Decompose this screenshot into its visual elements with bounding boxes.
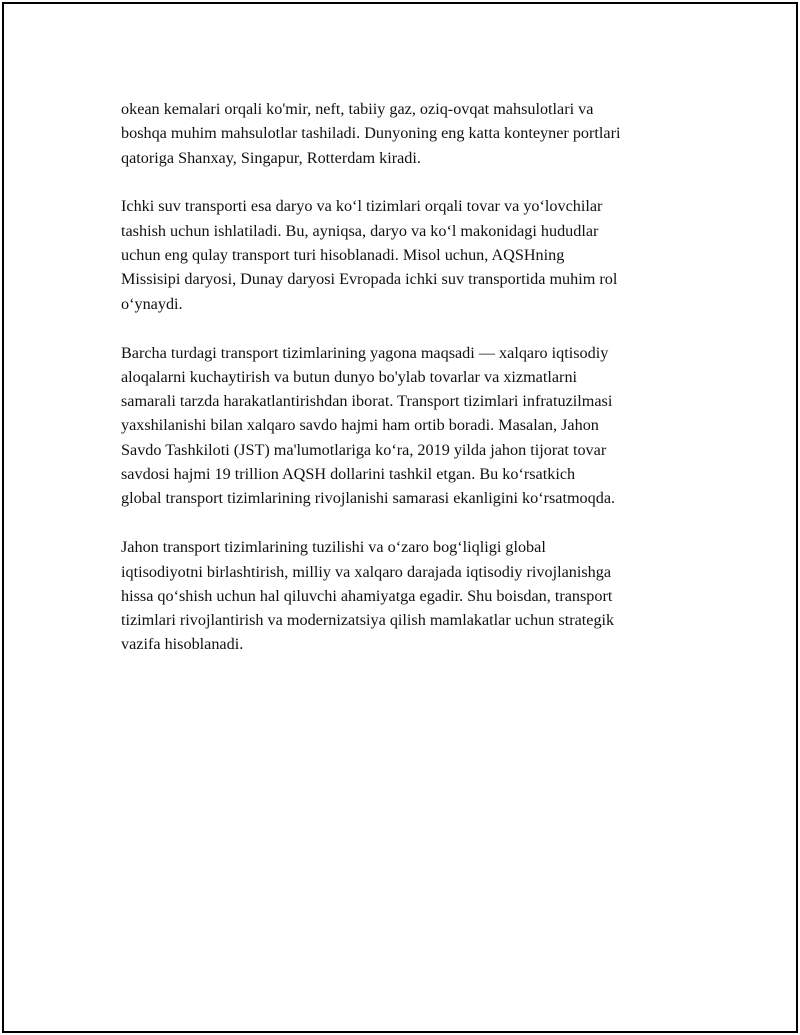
paragraph-sea-transport: okean kemalari orqali ko'mir, neft, tabiiy gaz, oziq-ovqat mahsulotlari va boshqa muhim mahsulotlar tashiladi. Dunyoning eng katta konteyner portlari qatoriga Shanxay, Singapur, Rotterdam kiradi. <box>121 100 621 167</box>
paragraph-conclusion: Jahon transport tizimlarining tuzilishi va o‘zaro bog‘liqligi global iqtisodiyotni birlashtirish, milliy va xalqaro darajada iqtisodiy rivojlanishga hissa qo‘shish uchun hal qiluvchi ahamiyatga egadir. Shu boisdan, transport tizimlari rivojlantirish va modernizatsiya qilish mamlakatlar uchun strategik vazifa hisoblanadi. <box>121 538 615 654</box>
paragraph-transport-purpose: Barcha turdagi transport tizimlarining yagona maqsadi — xalqaro iqtisodiy aloqalarni kuchaytirish va butun dunyo bo'ylab tovarlar va xizmatlarni samarali tarzda harakatlantirishdan iborat. Transport tizimlari infratuzilmasi yaxshilanishi bilan xalqaro savdo hajmi ham ortib boradi. Masalan, Jahon Savdo Tashkiloti (JST) ma'lumotlariga ko‘ra, 2019 yilda jahon tijorat tovar savdosi hajmi 19 trillion AQSH dollarini tashkil etgan. Bu ko‘rsatkich global transport tizimlarining rivojlanishi samarasi ekanligini ko‘rsatmoqda. <box>121 343 616 508</box>
page-content <box>121 97 701 681</box>
page-frame <box>2 2 798 1033</box>
paragraph-inland-water-transport: Ichki suv transporti esa daryo va ko‘l tizimlari orqali tovar va yo‘lovchilar tashish uchun ishlatiladi. Bu, ayniqsa, daryo va ko‘l makonidagi hududlar uchun eng qulay transport turi hisoblanadi. Misol uchun, AQSHning Missisipi daryosi, Dunay daryosi Evropada ichki suv transportida muhim rol o‘ynaydi. <box>121 197 618 313</box>
